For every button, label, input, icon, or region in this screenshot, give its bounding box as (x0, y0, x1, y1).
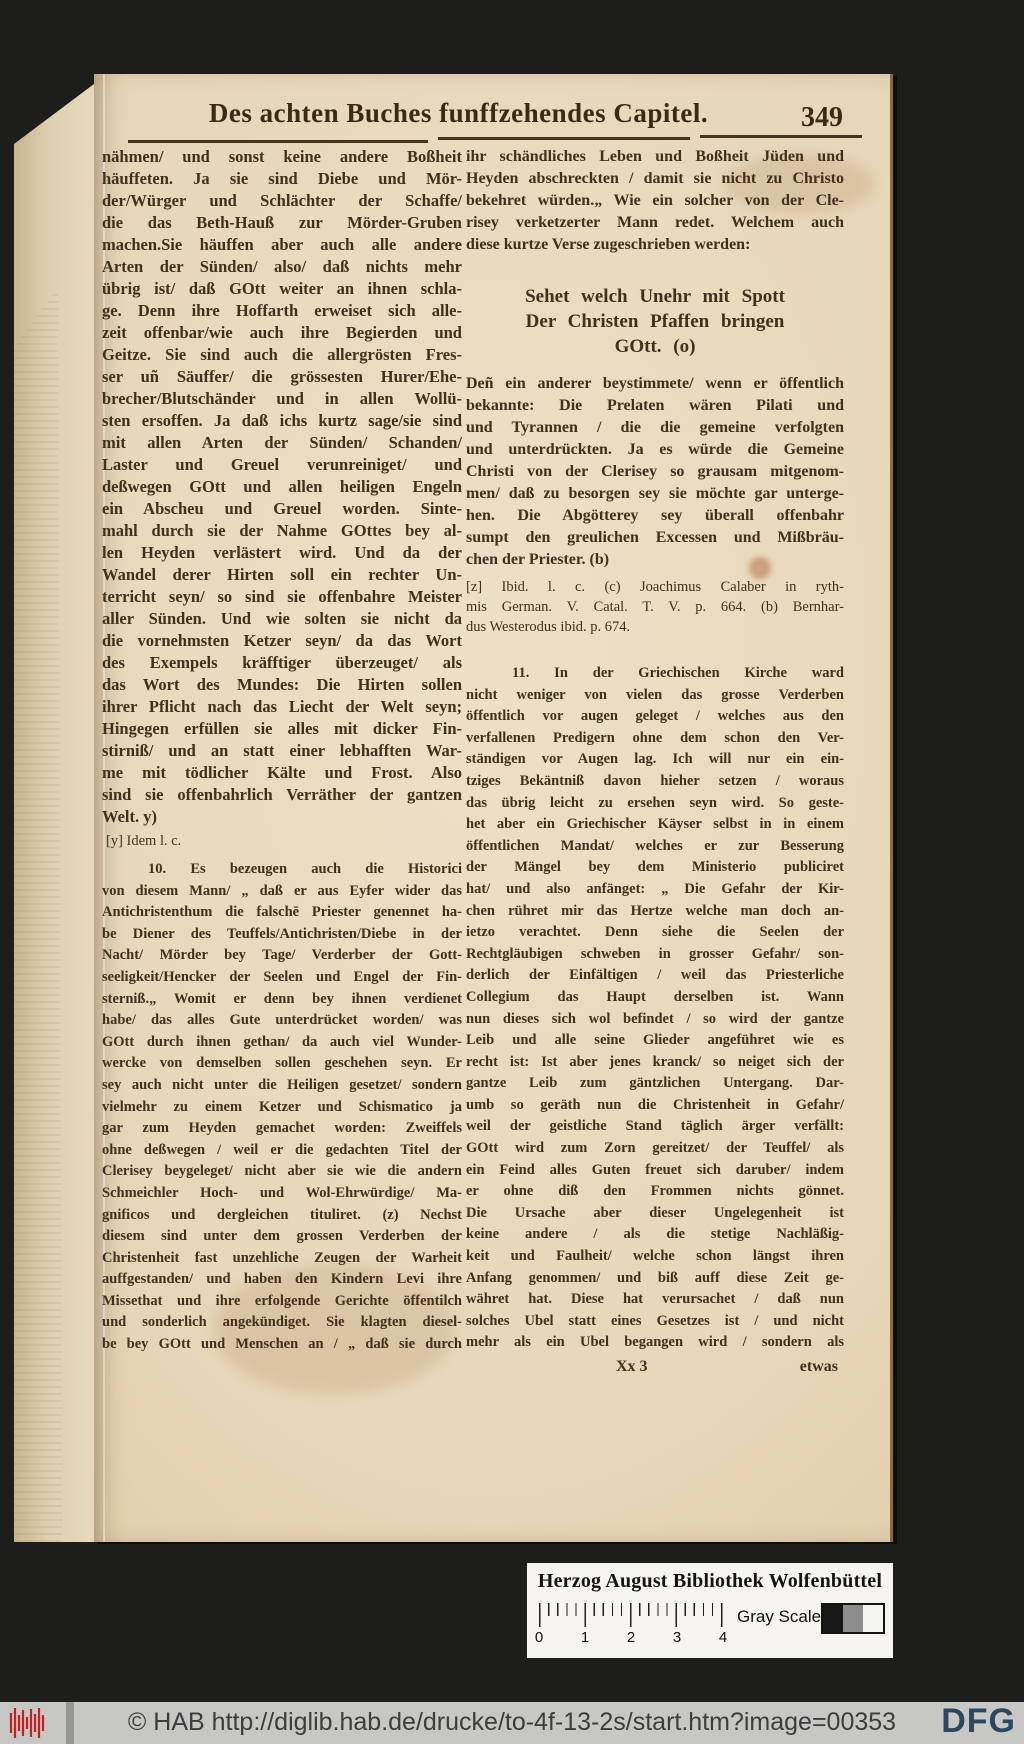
text-line: Geitze. Sie sind auch die allergrösten Fres- (102, 345, 462, 364)
paragraph-continuation (466, 373, 844, 571)
text-line: GOtt durch ihnen gethan/ da auch viel Wunder- (102, 1033, 462, 1050)
text-line: recht ist: Ist aber jenes kranck/ so neiget sich der (466, 1053, 844, 1070)
text-line: ständigen vor Augen lag. Ich will nur ein ein- (466, 751, 844, 768)
text-line: öffentlich vor augen geleget / welches aus den (466, 708, 844, 725)
text-line: GOtt wird zum Zorn gereitzet/ der Teuffel/ als (466, 1140, 844, 1157)
show-through-text-texture (14, 84, 94, 1542)
gray-scale-patch-white (863, 1605, 883, 1632)
text-line: men/ daß zu besorgen sey sie möchte gar unterge- (466, 485, 844, 502)
text-line: Laster und Greuel verunreiniget/ und (102, 455, 462, 474)
text-line: sterniß.„ Womit er denn bey ihnen verdienet (102, 990, 462, 1007)
text-line: zeit offenbar/wie auch ihre Begierden und (102, 323, 462, 342)
library-label-box (527, 1563, 893, 1658)
text-line: aller Sünden. Und wie solten sie nicht da (102, 609, 462, 628)
text-line: das Wort des Mundes: Die Hirten sollen (102, 675, 462, 694)
text-line: ein Feind alles Guten freuet sich daruber/ indem (466, 1161, 844, 1178)
text-line: [z] Ibid. l. c. (c) Joachimus Calaber in ryth- (466, 579, 844, 595)
text-line: 0 (534, 1629, 544, 1646)
cm-ruler-icon (539, 1603, 725, 1627)
paragraph-intro (466, 146, 844, 256)
text-line: chen rühret mir das Hertze welche man doch an- (466, 902, 844, 919)
text-line: Schmeichler Hoch- und Wol-Ehrwürdige/ Ma- (102, 1184, 462, 1201)
paragraph-11 (466, 663, 844, 1354)
text-line: nun dieses sich wol befindet / so wird der gantze (466, 1010, 844, 1027)
text-line: Nacht/ Mörder bey Tage/ Verderber der Gott- (102, 947, 462, 964)
text-line: mahl durch sie der Nahme GOttes bey al- (102, 521, 462, 540)
text-line: verfallenen Predigern ohne dem schon den Ver- (466, 729, 844, 746)
text-line: der/Würger und Schlächter der Schaffe/ (102, 191, 462, 210)
book-page (94, 74, 893, 1542)
text-line: ein Abscheu und Greuel worden. Sinte- (102, 499, 462, 518)
text-line: chen der Priester. (b) (466, 551, 610, 568)
footnote-block (466, 577, 844, 637)
gray-scale-patches (821, 1603, 885, 1634)
header-rule (438, 137, 690, 140)
text-line: hen. Die Abgötterey sey überall offenbahr (466, 507, 844, 524)
text-line: die das Beth-Hauß zur Mörder-Gruben (102, 213, 462, 232)
text-line: die vornehmsten Ketzer seyn/ da das Wort (102, 631, 462, 650)
text-line: von diesem Mann/ „ daß er aus Eyfer wider das (102, 882, 462, 899)
text-line: Leib und alle seine Glieder angeführet wie es (466, 1032, 844, 1049)
text-line: sey auch nicht unter die Heiligen gesetzet/ sondern (102, 1076, 462, 1093)
text-line: Heyden abschreckten / damit sie nicht zu Christo (466, 170, 844, 187)
text-line: das übrig leicht zu ersehen seyn wird. So geste- (466, 794, 844, 811)
text-line: Clerisey beygeleget/ nicht aber sie wie die andern (102, 1163, 462, 1180)
text-line: und sonderlich angekündiget. Sie klagten diesel- (102, 1314, 462, 1331)
text-line: ihr schändliches Leben und Boßheit Jüden und (466, 148, 844, 165)
text-line: nähmen/ und sonst keine andere Boßheit (102, 147, 462, 166)
text-line: häuffeten. Ja sie sind Diebe und Mör- (102, 169, 462, 188)
text-column-left (102, 146, 462, 1356)
text-line: 4 (718, 1629, 728, 1646)
text-line: Arten der Sünden/ also/ daß nichts mehr (102, 257, 462, 276)
text-line: habe/ das alles Gute unterdrücket worden/ was (102, 1012, 462, 1029)
paragraph-10 (102, 859, 462, 1356)
scan-shadow (66, 1702, 74, 1744)
text-line: auffgestanden/ und haben den Kindern Levi ihre (102, 1271, 462, 1288)
text-line: GOtt. (o) (614, 336, 696, 357)
text-line: machen.Sie häuffen aber auch alle andere (102, 235, 462, 254)
text-line: Der Christen Pfaffen bringen (525, 311, 785, 332)
dfg-logo: DFG (941, 1702, 1016, 1740)
text-line: mis German. V. Catal. T. V. p. 664. (b) Bernhar- (466, 599, 844, 615)
text-line: keine andere / als die stetige Nachläßig- (466, 1226, 844, 1243)
gray-scale-patch-gray (843, 1605, 863, 1632)
text-line: stirniß/ und an statt einer lebhafften War- (102, 741, 462, 760)
text-line: derlich der Einfältigen / weil das Priesterliche (466, 967, 844, 984)
verse-block (466, 284, 844, 359)
text-line: mehr als ein Ubel begangen wird / sondern als (466, 1334, 844, 1351)
running-header-title: Des achten Buches funffzehendes Capitel. (208, 98, 709, 128)
text-line: hat/ und also anfänget: „ Die Gefahr der Kir- (466, 880, 844, 897)
paragraph-main (102, 146, 462, 828)
text-line: vielmehr zu einem Ketzer und Schismatico ja (102, 1098, 462, 1115)
gray-scale-label: Gray Scale (737, 1607, 822, 1626)
text-line: übrig ist/ daß GOtt weiter an ihnen schla- (102, 279, 462, 298)
text-line: solches Ubel statt eines Gesetzes ist / und nicht (466, 1312, 844, 1329)
text-line: wercke von demselben sollen geschehen seyn. Er (102, 1055, 462, 1072)
text-line: Antichristenthum die falschē Priester genennet ha- (102, 904, 462, 921)
gray-scale-patch-black (823, 1605, 843, 1632)
text-line: seeligkeit/Hencker der Seelen und Engel der Fin- (102, 968, 462, 985)
text-line: 10. Es bezeugen auch die Historici (148, 861, 462, 877)
catchword: etwas (799, 1358, 838, 1375)
text-line: gnificos und dergleichen tituliret. (z) Nechst (102, 1206, 462, 1223)
page-number: 349 (801, 102, 843, 133)
text-line: het aber ein Griechischer Käyser selbst in in einem (466, 816, 844, 833)
text-line: diese kurtze Verse zugeschrieben werden: (466, 236, 751, 253)
text-line: des Exempels kräfftiger überzeuget/ als (102, 653, 462, 672)
text-line: weil der geistliche Stand täglich ärger verfällt: (466, 1118, 844, 1135)
text-line: sumpt den greulichen Excessen und Mißbräu- (466, 529, 844, 546)
text-line: me mit tödlicher Kälte und Frost. Also (102, 763, 462, 782)
text-line: und unterdrückten. Ja es würde die Gemeine (466, 441, 844, 458)
text-line: sten ersoffen. Ja daß ichs kurtz sage/sie sind (102, 411, 462, 430)
footer-bar (0, 1702, 1024, 1744)
text-line: Hingegen erfüllen sie alles mit dicker Fin- (102, 719, 462, 738)
text-line: und Tyrannen / die die gemeine verfolgten (466, 419, 844, 436)
text-line: terricht seyn/ so sind sie offenbahre Meister (102, 587, 462, 606)
text-line: brecher/Blutschänder und in allen Wollü- (102, 389, 462, 408)
text-line: ser uñ Säuffer/ die grössesten Hurer/Ehe- (102, 367, 462, 386)
text-line: bekehret würden.„ Wie ein solcher von der Cle- (466, 192, 844, 209)
header-rule (700, 135, 862, 138)
text-line: währet hat. Diese hat verursachet / daß nun (466, 1291, 844, 1308)
copyright-url: © HAB http://diglib.hab.de/drucke/to-4f-13-2s/start.htm?image=00353 (127, 1708, 897, 1736)
text-line: Welt. y) (102, 807, 157, 826)
text-line: 2 (626, 1629, 636, 1646)
text-line: deßwegen GOtt und allen heiligen Engeln (102, 477, 462, 496)
text-line: der Mängel bey dem Ministerio publiciret (466, 859, 844, 876)
text-line: mit allen Arten der Sünden/ Schanden/ (102, 433, 462, 452)
text-line: Missethat und ihre erfolgende Gerichte öffentilch (102, 1292, 462, 1309)
text-line: gar zum Heyden gemachet worden: Zweiffels (102, 1120, 462, 1137)
text-line: er ohne diß den Frommen nichts gönnet. (466, 1183, 844, 1200)
header-rule (128, 140, 428, 143)
text-line: bekannte: Die Prelaten wären Pilati und (466, 397, 844, 414)
text-line: nicht weniger von vielen das grosse Verderben (466, 686, 844, 703)
footnote-y: [y] Idem l. c. (106, 833, 182, 849)
text-line: Deñ ein anderer beystimmete/ wenn er öffentlich (466, 375, 844, 392)
text-line: 1 (580, 1629, 590, 1646)
library-name: Herzog August Bibliothek Wolfenbüttel (537, 1570, 883, 1592)
text-line: ietzo verachtet. Denn siehe die Seelen der (466, 924, 844, 941)
text-line: be bey GOtt und Menschen an / „ daß sie durch (102, 1336, 462, 1353)
text-line: Rechtgläubigen schweben in grosser Gefahr/ son- (466, 945, 844, 962)
text-column-right (466, 146, 844, 1382)
text-line: gantze Leib zum gäntzlichen Untergang. Dar- (466, 1075, 844, 1092)
text-line: Collegium das Haupt derselben ist. Wann (466, 988, 844, 1005)
signature-mark: Xx 3 (616, 1358, 648, 1375)
text-line: dus Westerodus ibid. p. 674. (466, 619, 631, 635)
text-line: be Diener des Teuffels/Antichristen/Diebe in der (102, 925, 462, 942)
text-line: Die Ursache aber dieser Ungelegenheit ist (466, 1204, 844, 1221)
ruler-numbers (533, 1629, 729, 1646)
text-line: Christenheit fast unzehliche Zeugen der Warheit (102, 1249, 462, 1266)
text-line: öffentlichen Mandat/ welches er zur Besserung (466, 837, 844, 854)
text-line: risey verketzerter Mann redet. Welchem auch (466, 214, 844, 231)
text-line: ihrer Pflicht nach das Liecht der Welt seyn; (102, 697, 462, 716)
text-line: sind sie offenbahrlich Verräther der gantzen (102, 785, 462, 804)
text-line: 3 (672, 1629, 682, 1646)
text-line: keit und Faulheit/ welche schon längst ihren (466, 1248, 844, 1265)
text-line: umb so geräth nun die Christenheit in Gefahr/ (466, 1096, 844, 1113)
text-line: Sehet welch Unehr mit Spott (525, 286, 785, 307)
text-line: tziges Bekäntniß davon hieher setzen / woraus (466, 772, 844, 789)
text-line: len Heyden verlästert wird. Und da der (102, 543, 462, 562)
book-page-edge (14, 84, 94, 1542)
hab-logo-icon (8, 1705, 48, 1744)
text-line: 11. In der Griechischen Kirche ward (512, 665, 844, 681)
text-line: Christi von der Clerisey so grausam mitgenom- (466, 463, 844, 480)
signature-row (466, 1358, 844, 1382)
text-line: Wandel derer Hirten soll ein rechter Un- (102, 565, 462, 584)
text-line: ohne deßwegen / weil er die gedachten Titel der (102, 1141, 462, 1158)
text-line: ge. Denn ihre Hoffarth erweiset sich alle- (102, 301, 462, 320)
text-line: diesem sind unter dem grossen Verderben der (102, 1228, 462, 1245)
text-line: Anfang genommen/ und biß auff diese Zeit ge- (466, 1269, 844, 1286)
